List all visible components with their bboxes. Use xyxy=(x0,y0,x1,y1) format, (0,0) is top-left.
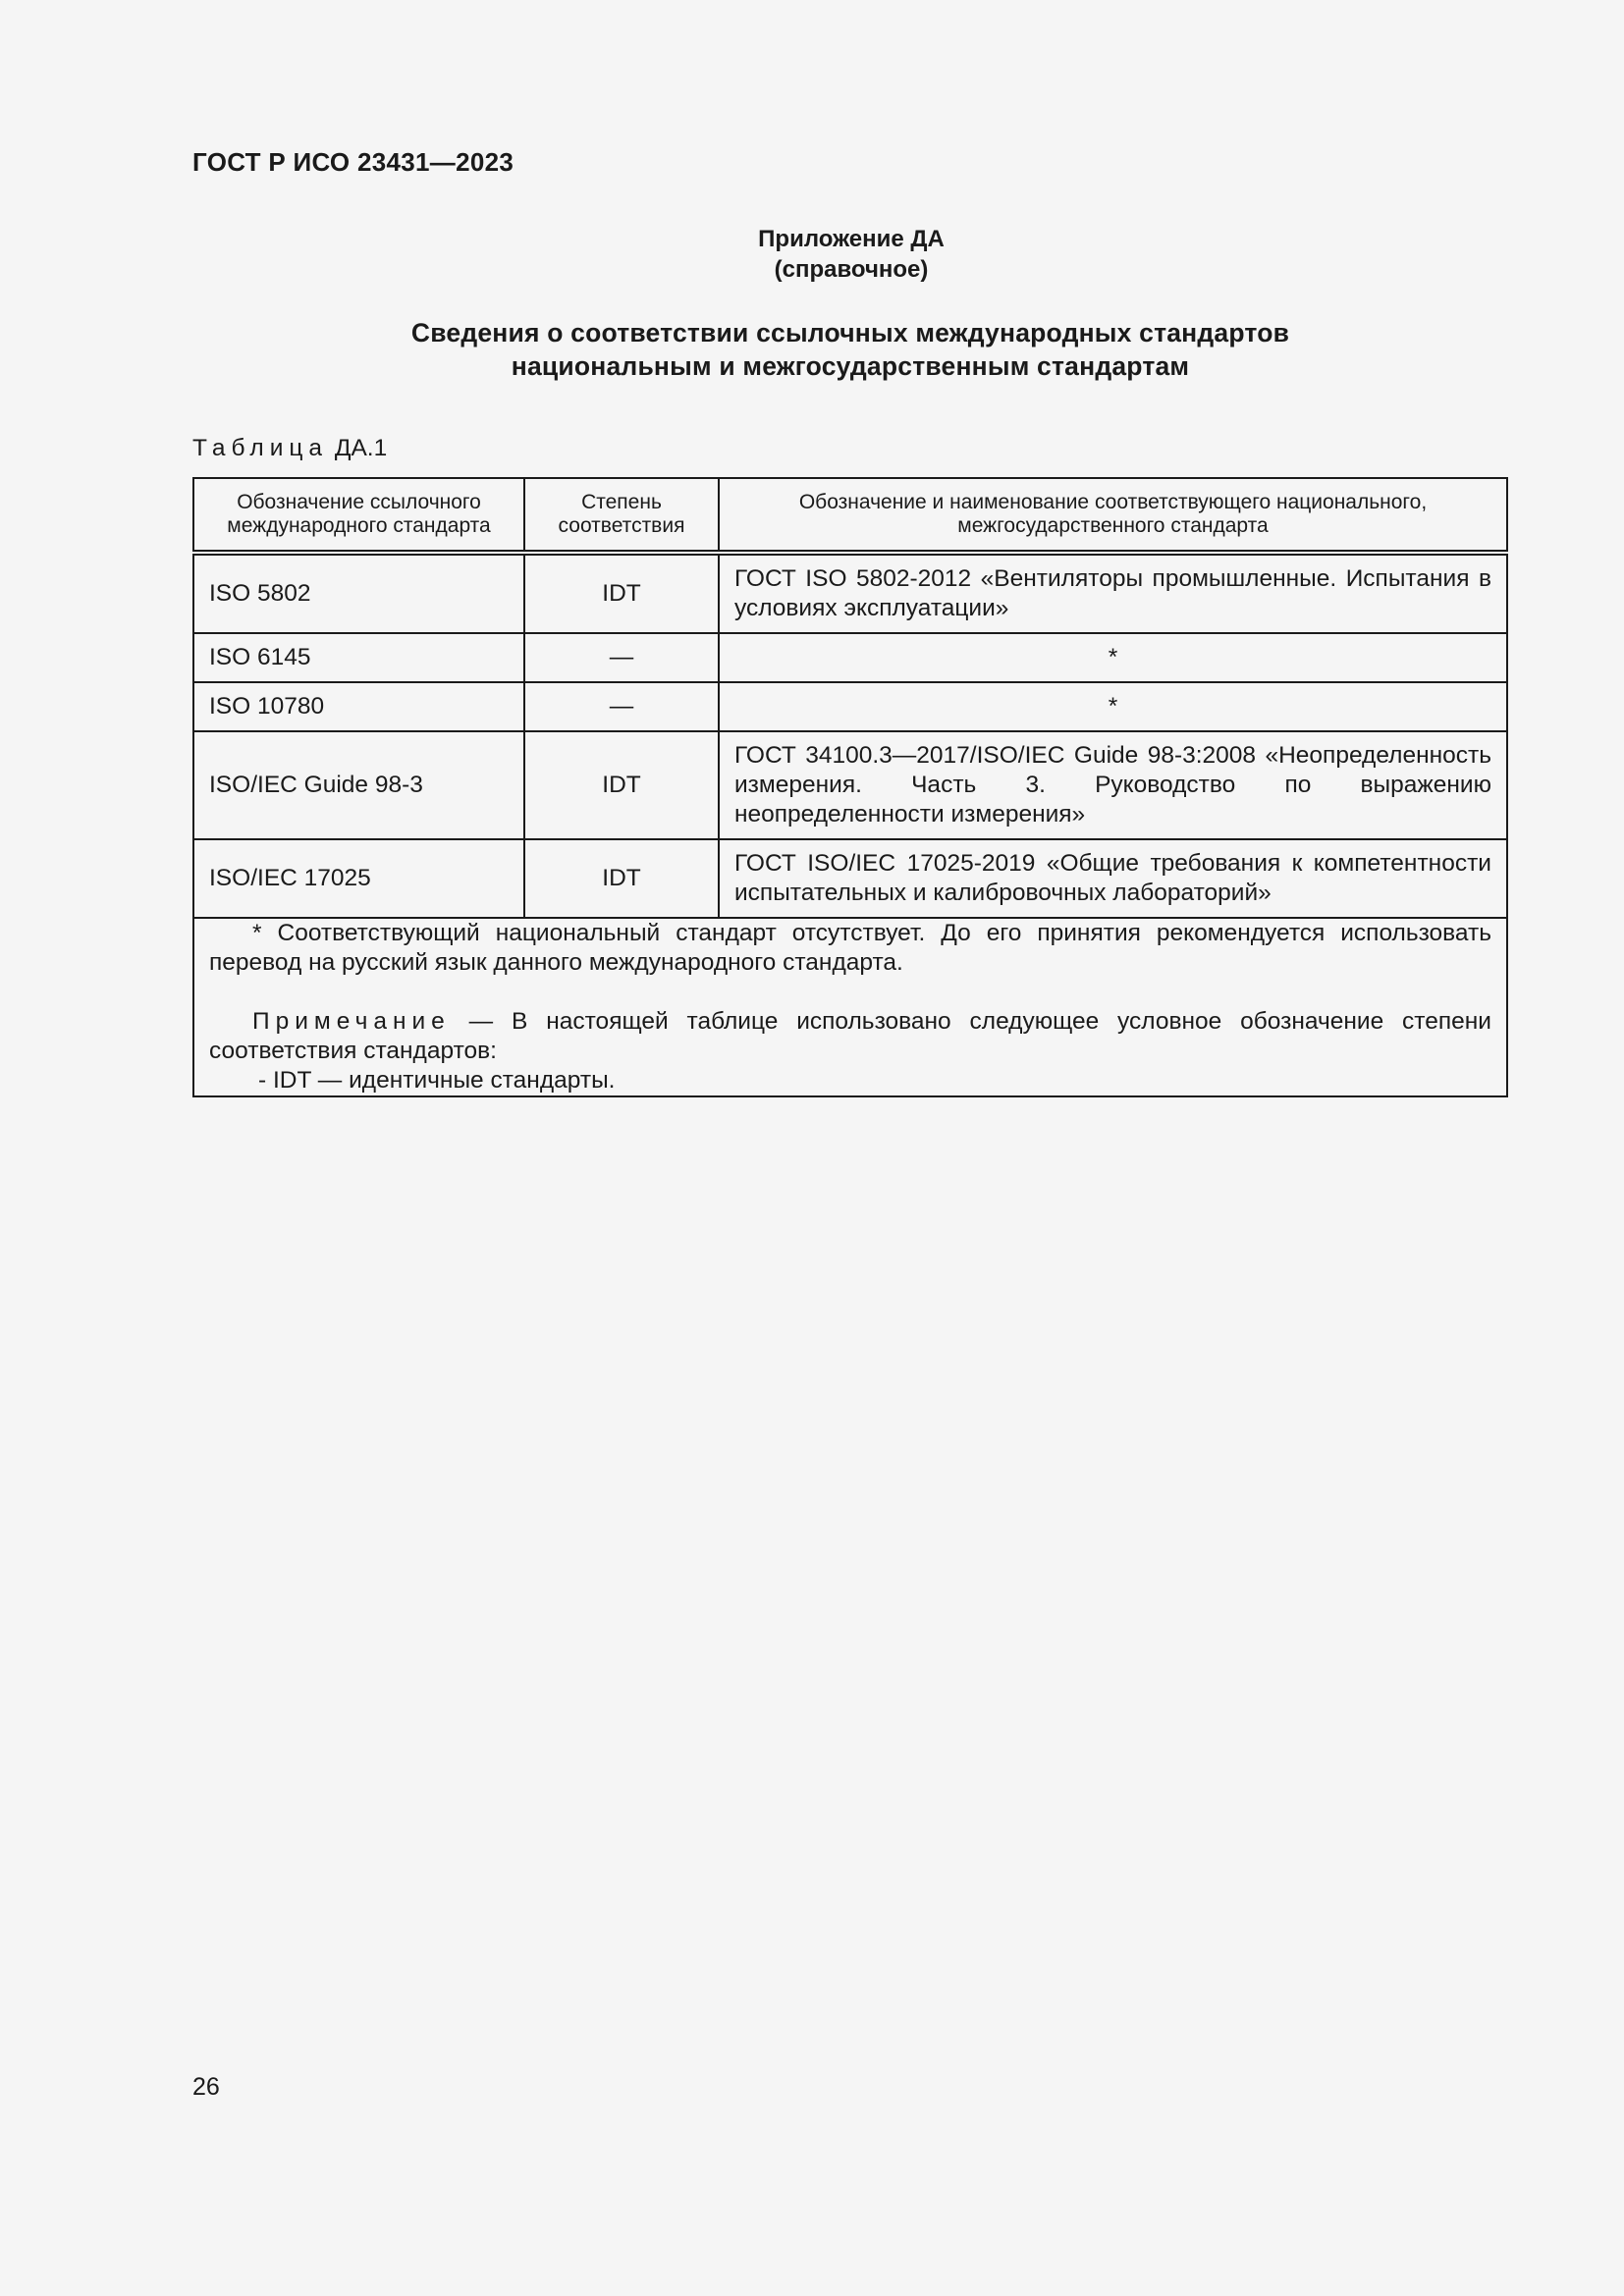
cell-degree: IDT xyxy=(524,839,719,918)
note-label: Примечание xyxy=(252,1008,451,1035)
cell-national: ГОСТ ISO 5802-2012 «Вентиляторы промышленные. Испытания в условиях эксплуатации» xyxy=(719,553,1507,633)
cell-degree: — xyxy=(524,682,719,731)
table-header-row xyxy=(193,478,1507,553)
standards-table xyxy=(192,477,1508,1097)
table-note xyxy=(209,1007,1491,1066)
table-row xyxy=(193,682,1507,731)
page-number: 26 xyxy=(192,2073,220,2101)
table-row xyxy=(193,731,1507,839)
cell-national: ГОСТ ISO/IEC 17025-2019 «Общие требования к компетентности испытательных и калибровочных лабораторий» xyxy=(719,839,1507,918)
table-caption xyxy=(192,435,387,462)
note-text: — В настоящей таблице использовано следующее условное обозначение степени соответствия стандартов: xyxy=(209,1008,1491,1064)
appendix-heading xyxy=(192,316,1508,383)
appendix-type: (справочное) xyxy=(774,256,929,283)
table-caption-word: Таблица xyxy=(192,435,329,461)
cell-national: * xyxy=(719,633,1507,682)
notes-spacer xyxy=(209,978,1491,1007)
appendix-title-block xyxy=(0,224,1624,285)
table-notes-row xyxy=(193,918,1507,1096)
column-header-national: Обозначение и наименование соответствующего национального, межгосударственного стандарта xyxy=(719,478,1507,553)
document-header: ГОСТ Р ИСО 23431—2023 xyxy=(192,147,514,177)
column-header-degree: Степень соответствия xyxy=(524,478,719,553)
note-list-item: - IDT — идентичные стандарты. xyxy=(258,1067,616,1094)
cell-national: * xyxy=(719,682,1507,731)
table-row xyxy=(193,633,1507,682)
appendix-title: Приложение ДА xyxy=(758,226,945,252)
cell-standard: ISO/IEC Guide 98-3 xyxy=(193,731,524,839)
table-row xyxy=(193,839,1507,918)
heading-line-2: национальным и межгосударственным стандартам xyxy=(511,351,1190,381)
table-row xyxy=(193,553,1507,633)
cell-standard: ISO 6145 xyxy=(193,633,524,682)
cell-degree: IDT xyxy=(524,553,719,633)
table-notes-cell xyxy=(193,918,1507,1096)
cell-degree: — xyxy=(524,633,719,682)
heading-line-1: Сведения о соответствии ссылочных международных стандартов xyxy=(410,318,1290,347)
table-footnote: * Соответствующий национальный стандарт отсутствует. До его принятия рекомендуется использовать перевод на русский язык данного международного стандарта. xyxy=(209,920,1491,976)
cell-national: ГОСТ 34100.3—2017/ISO/IEC Guide 98-3:2008 «Неопределенность измерения. Часть 3. Руководство по выражению неопределенности измерения» xyxy=(719,731,1507,839)
cell-degree: IDT xyxy=(524,731,719,839)
column-header-standard: Обозначение ссылочного международного стандарта xyxy=(193,478,524,553)
cell-standard: ISO 5802 xyxy=(193,553,524,633)
cell-standard: ISO/IEC 17025 xyxy=(193,839,524,918)
cell-standard: ISO 10780 xyxy=(193,682,524,731)
table-caption-number: ДА.1 xyxy=(334,435,388,461)
